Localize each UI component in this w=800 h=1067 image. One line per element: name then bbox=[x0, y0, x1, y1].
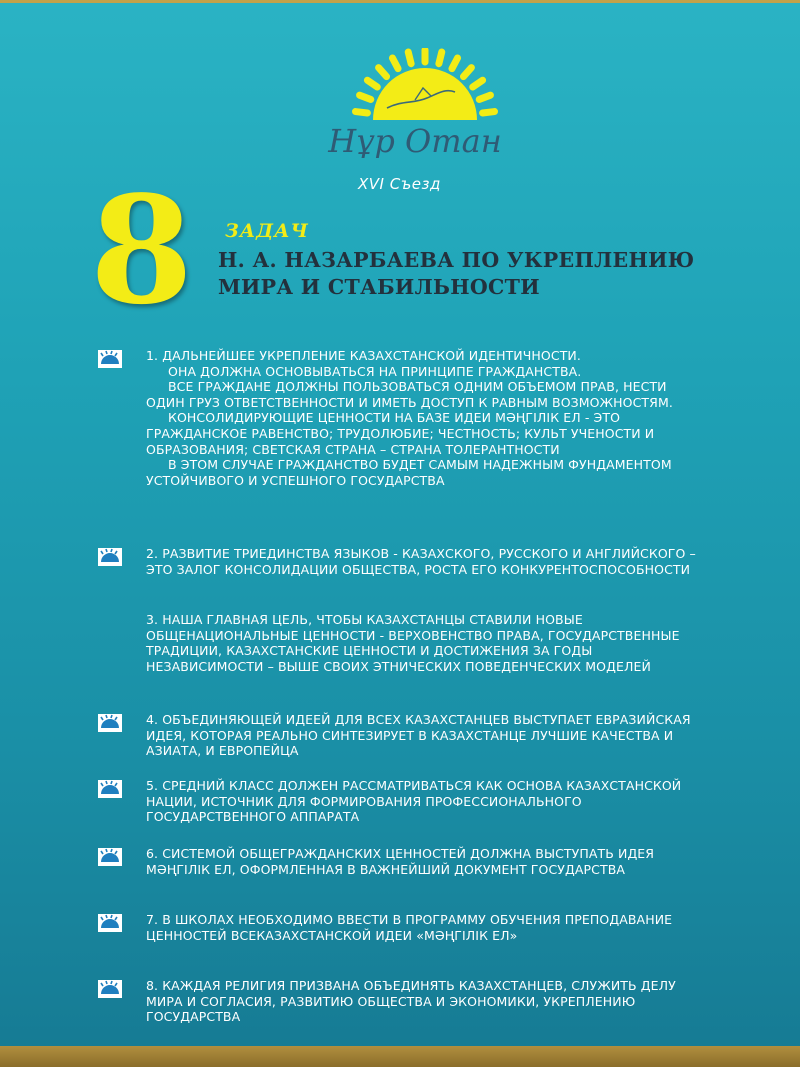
task-text bbox=[146, 778, 706, 825]
task-text bbox=[146, 612, 706, 674]
sun-ray bbox=[379, 68, 387, 77]
task-paragraph: КОНСОЛИДИРУЮЩИЕ ЦЕННОСТИ НА БАЗЕ ИДЕИ МӘҢГІЛІК ЕЛ - ЭТО ГРАЖДАНСКОЕ РАВЕНСТВО; ТРУДОЛЮБИЕ; ЧЕСТНОСТЬ; КУЛЬТ УЧЕНОСТИ И ОБРАЗОВАНИЯ; СВЕТСКАЯ СТРАНА – СТРАНА ТОЛЕРАНТНОСТИ bbox=[146, 410, 659, 457]
title-line-1: Н. А. НАЗАРБАЕВА ПО УКРЕПЛЕНИЮ bbox=[218, 248, 695, 272]
task-paragraph: 2. РАЗВИТИЕ ТРИЕДИНСТВА ЯЗЫКОВ - КАЗАХСКОГО, РУССКОГО И АНГЛИЙСКОГО – ЭТО ЗАЛОГ КОНСОЛИДАЦИИ ОБЩЕСТВА, РОСТА ЕГО КОНКУРЕНТОСПОСОБНОСТИ bbox=[146, 546, 700, 577]
bullet-icon bbox=[98, 980, 122, 998]
task-paragraph: 1. ДАЛЬНЕЙШЕЕ УКРЕПЛЕНИЕ КАЗАХСТАНСКОЙ ИДЕНТИЧНОСТИ. bbox=[146, 348, 581, 363]
tasks-word: ЗАДАЧ bbox=[225, 220, 309, 242]
bullet-icon bbox=[98, 350, 122, 368]
top-gold-line bbox=[0, 0, 800, 3]
sun-ray bbox=[356, 112, 368, 113]
sun-ray bbox=[473, 80, 483, 87]
task-paragraph: 6. СИСТЕМОЙ ОБЩЕГРАЖДАНСКИХ ЦЕННОСТЕЙ ДОЛЖНА ВЫСТУПАТЬ ИДЕЯ МӘҢГІЛІК ЕЛ, ОФОРМЛЕННАЯ В ВАЖНЕЙШИЙ ДОКУМЕНТ ГОСУДАРСТВА bbox=[146, 846, 659, 877]
task-paragraph: 4. ОБЪЕДИНЯЮЩЕЙ ИДЕЕЙ ДЛЯ ВСЕХ КАЗАХСТАНЦЕВ ВЫСТУПАЕТ ЕВРАЗИЙСКАЯ ИДЕЯ, КОТОРАЯ РЕАЛЬНО СИНТЕЗИРУЕТ В КАЗАХСТАНЦЕ ЛУЧШИЕ КАЧЕСТВА И АЗИАТА, И ЕВРОПЕЙЦА bbox=[146, 712, 695, 759]
task-paragraph: 8. КАЖДАЯ РЕЛИГИЯ ПРИЗВАНА ОБЪЕДИНЯТЬ КАЗАХСТАНЦЕВ, СЛУЖИТЬ ДЕЛУ МИРА И СОГЛАСИЯ, РАЗВИТИЮ ОБЩЕСТВА И ЭКОНОМИКИ, УКРЕПЛЕНИЮ ГОСУДАРСТВА bbox=[146, 978, 680, 1025]
task-text bbox=[146, 846, 706, 877]
task-paragraph: В ЭТОМ СЛУЧАЕ ГРАЖДАНСТВО БУДЕТ САМЫМ НАДЕЖНЫМ ФУНДАМЕНТОМ УСТОЙЧИВОГО И УСПЕШНОГО ГОСУДАРСТВА bbox=[146, 457, 676, 488]
task-text bbox=[146, 912, 706, 943]
sun-ray bbox=[463, 68, 471, 77]
task-text bbox=[146, 978, 706, 1025]
sun-ray bbox=[392, 58, 398, 69]
bullet-icon bbox=[98, 780, 122, 798]
sun-ray bbox=[479, 95, 490, 99]
big-number: 8 bbox=[90, 163, 193, 337]
bottom-gold-band bbox=[0, 1046, 800, 1067]
task-paragraph: 5. СРЕДНИЙ КЛАСС ДОЛЖЕН РАССМАТРИВАТЬСЯ КАК ОСНОВА КАЗАХСТАНСКОЙ НАЦИИ, ИСТОЧНИК ДЛЯ ФОРМИРОВАНИЯ ПРОФЕССИОНАЛЬНОГО ГОСУДАРСТВЕННОГО АППАРАТА bbox=[146, 778, 686, 825]
title-line-2: МИРА И СТАБИЛЬНОСТИ bbox=[218, 275, 540, 299]
bullet-icon bbox=[98, 914, 122, 932]
bullet-icon bbox=[98, 714, 122, 732]
nur-otan-logo bbox=[295, 48, 535, 158]
bullet-icon bbox=[98, 548, 122, 566]
bullet-icon bbox=[98, 848, 122, 866]
sun-ray bbox=[439, 52, 442, 64]
sun-ray bbox=[367, 80, 377, 87]
task-paragraph: ОНА ДОЛЖНА ОСНОВЫВАТЬСЯ НА ПРИНЦИПЕ ГРАЖДАНСТВА. bbox=[168, 363, 582, 379]
task-paragraph: 7. В ШКОЛАХ НЕОБХОДИМО ВВЕСТИ В ПРОГРАММУ ОБУЧЕНИЯ ПРЕПОДАВАНИЕ ЦЕННОСТЕЙ ВСЕКАЗАХСТАНСКОЙ ИДЕИ «МӘҢГІЛІК ЕЛ» bbox=[146, 912, 677, 943]
sun-ray bbox=[483, 112, 495, 113]
sun-ray bbox=[408, 52, 411, 64]
task-text bbox=[146, 546, 706, 577]
task-text bbox=[146, 712, 706, 759]
logo-brand-text: Нұр Отан bbox=[328, 122, 502, 158]
task-text bbox=[146, 348, 706, 488]
sun-ray bbox=[360, 95, 371, 99]
task-paragraph: 3. НАША ГЛАВНАЯ ЦЕЛЬ, ЧТОБЫ КАЗАХСТАНЦЫ СТАВИЛИ НОВЫЕ ОБЩЕНАЦИОНАЛЬНЫЕ ЦЕННОСТИ - ВЕРХОВЕНСТВО ПРАВА, ГОСУДАРСТВЕННЫЕ ТРАДИЦИИ, КАЗАХСТАНСКИЕ ЦЕННОСТИ И ДОСТИЖЕНИЯ ЗА ГОДЫ НЕЗАВИСИМОСТИ – ВЫШЕ СВОИХ ЭТНИЧЕСКИХ ПОВЕДЕНЧЕСКИХ МОДЕЛЕЙ bbox=[146, 612, 684, 674]
task-paragraph: ВСЕ ГРАЖДАНЕ ДОЛЖНЫ ПОЛЬЗОВАТЬСЯ ОДНИМ ОБЪЕМОМ ПРАВ, НЕСТИ ОДИН ГРУЗ ОТВЕТСТВЕННОСТИ И ИМЕТЬ ДОСТУП К РАВНЫМ ВОЗМОЖНОСТЯМ. bbox=[146, 379, 673, 410]
sun-ray bbox=[452, 58, 458, 69]
congress-label: XVI Съезд bbox=[358, 175, 441, 193]
